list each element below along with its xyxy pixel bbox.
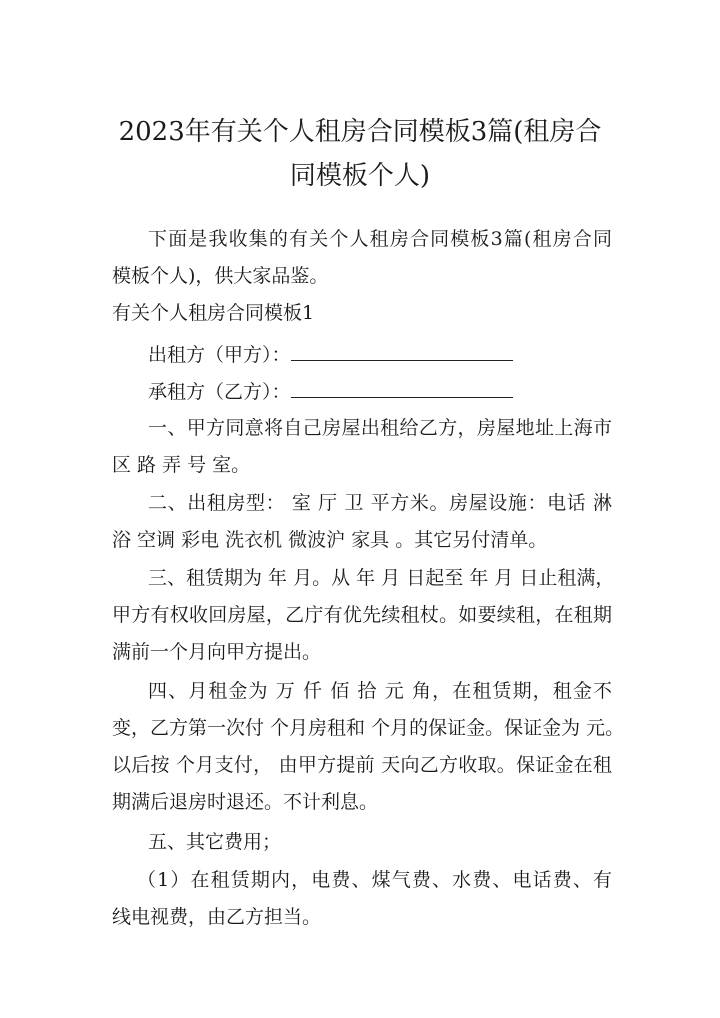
clause-5-item-1-line-2: 线电视费，由乙方担当。 (112, 906, 322, 928)
clause-4-line-3: 以后按 个月支付， 由甲方提前 天向乙方收取。保证金在租 (112, 754, 612, 776)
clause-3-line-1: 三、租赁期为 年 月。从 年 月 日起至 年 月 日止租满， (148, 567, 615, 589)
lessee-blank (291, 379, 513, 398)
clause-4-line-1: 四、月租金为 万 仟 佰 拾 元 角，在租赁期，租金不 (148, 680, 612, 702)
clause-5-item-1-line-1: （1）在租赁期内，电费、煤气费、水费、电话费、有 (137, 869, 612, 891)
lessee-field (148, 379, 513, 403)
lessor-label: 出租方（甲方）： (148, 344, 291, 366)
clause-3-line-2: 甲方有权收回房屋，乙庁有优先续租杖。如要续租，在租期 (112, 604, 612, 626)
clause-1-line-1: 一、甲方同意将自己房屋出租给乙方，房屋地址上海市 (148, 417, 612, 439)
document-title-line-1: 2023年有关个人租房合同模板3篇(租房合 (118, 117, 602, 147)
section-heading: 有关个人租房合同模板1 (112, 302, 315, 324)
document-title-line-2: 同模板个人) (289, 161, 431, 191)
clause-5-heading: 五、其它费用； (148, 831, 282, 853)
lessee-label: 承租方（乙方）： (148, 381, 291, 403)
clause-4-line-2: 变，乙方第一次付 个月房租和 个月的保证金。保证金为 元。 (112, 717, 625, 739)
lessor-field (148, 342, 513, 366)
clause-4-line-4: 期满后退房时退还。不计利息。 (112, 791, 379, 813)
intro-paragraph-line-2: 模板个人)，供大家品鉴。 (112, 265, 329, 287)
lessor-blank (291, 342, 513, 361)
clause-2-line-1: 二、出租房型： 室 厅 卫 平方米。房屋设施：电话 淋 (148, 492, 612, 514)
clause-1-line-2: 区 路 弄 号 室。 (112, 454, 251, 476)
intro-paragraph-line-1: 下面是我收集的有关个人租房合同模板3篇(租房合同 (148, 228, 612, 250)
clause-3-line-3: 满前一个月向甲方提出。 (112, 641, 322, 663)
clause-2-line-2: 浴 空调 彩电 洗衣机 微波沪 家具 。其它另付清单。 (112, 529, 548, 551)
